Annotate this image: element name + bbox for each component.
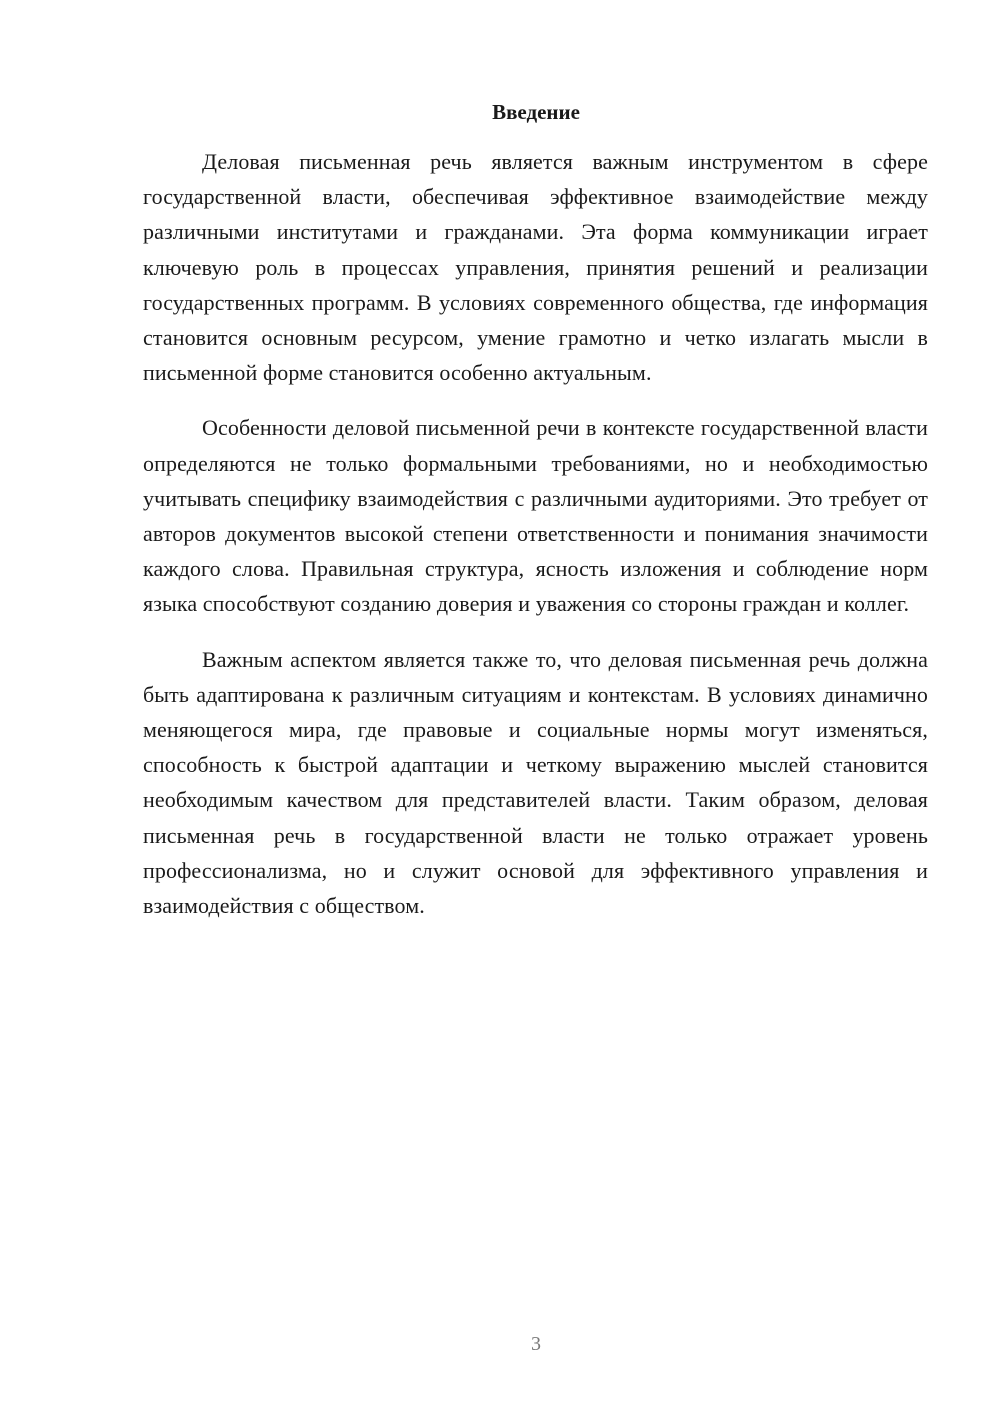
paragraph-1: Деловая письменная речь является важным инструментом в сфере государственной власти, обеспечивая эффективное взаимодействие между различными институтами и гражданами. Эта форма коммуникации играет ключевую роль в процессах управления, принятия решений и реализации государственных программ. В условиях современного общества, где информация становится основным ресурсом, умение грамотно и четко излагать мысли в письменной форме становится особенно актуальным. (143, 149, 928, 386)
body-text (143, 144, 928, 943)
paragraph-3: Важным аспектом является также то, что деловая письменная речь должна быть адаптирована к различным ситуациям и контекстам. В условиях динамично меняющегося мира, где правовые и социальные нормы могут изменяться, способность к быстрой адаптации и четкому выражению мыслей становится необходимым качеством для представителей власти. Таким образом, деловая письменная речь в государственной власти не только отражает уровень профессионализма, но и служит основой для эффективного управления и взаимодействия с обществом. (143, 646, 928, 919)
paragraph-2: Особенности деловой письменной речи в контексте государственной власти определяются не только формальными требованиями, но и необходимостью учитывать специфику взаимодействия с различными аудиториями. Это требует от авторов документов высокой степени ответственности и понимания значимости каждого слова. Правильная структура, ясность изложения и соблюдение норм языка способствуют созданию доверия и уважения со стороны граждан и коллег. (143, 415, 928, 617)
page-number: 3 (531, 1333, 541, 1355)
section-title: Введение (492, 100, 580, 124)
